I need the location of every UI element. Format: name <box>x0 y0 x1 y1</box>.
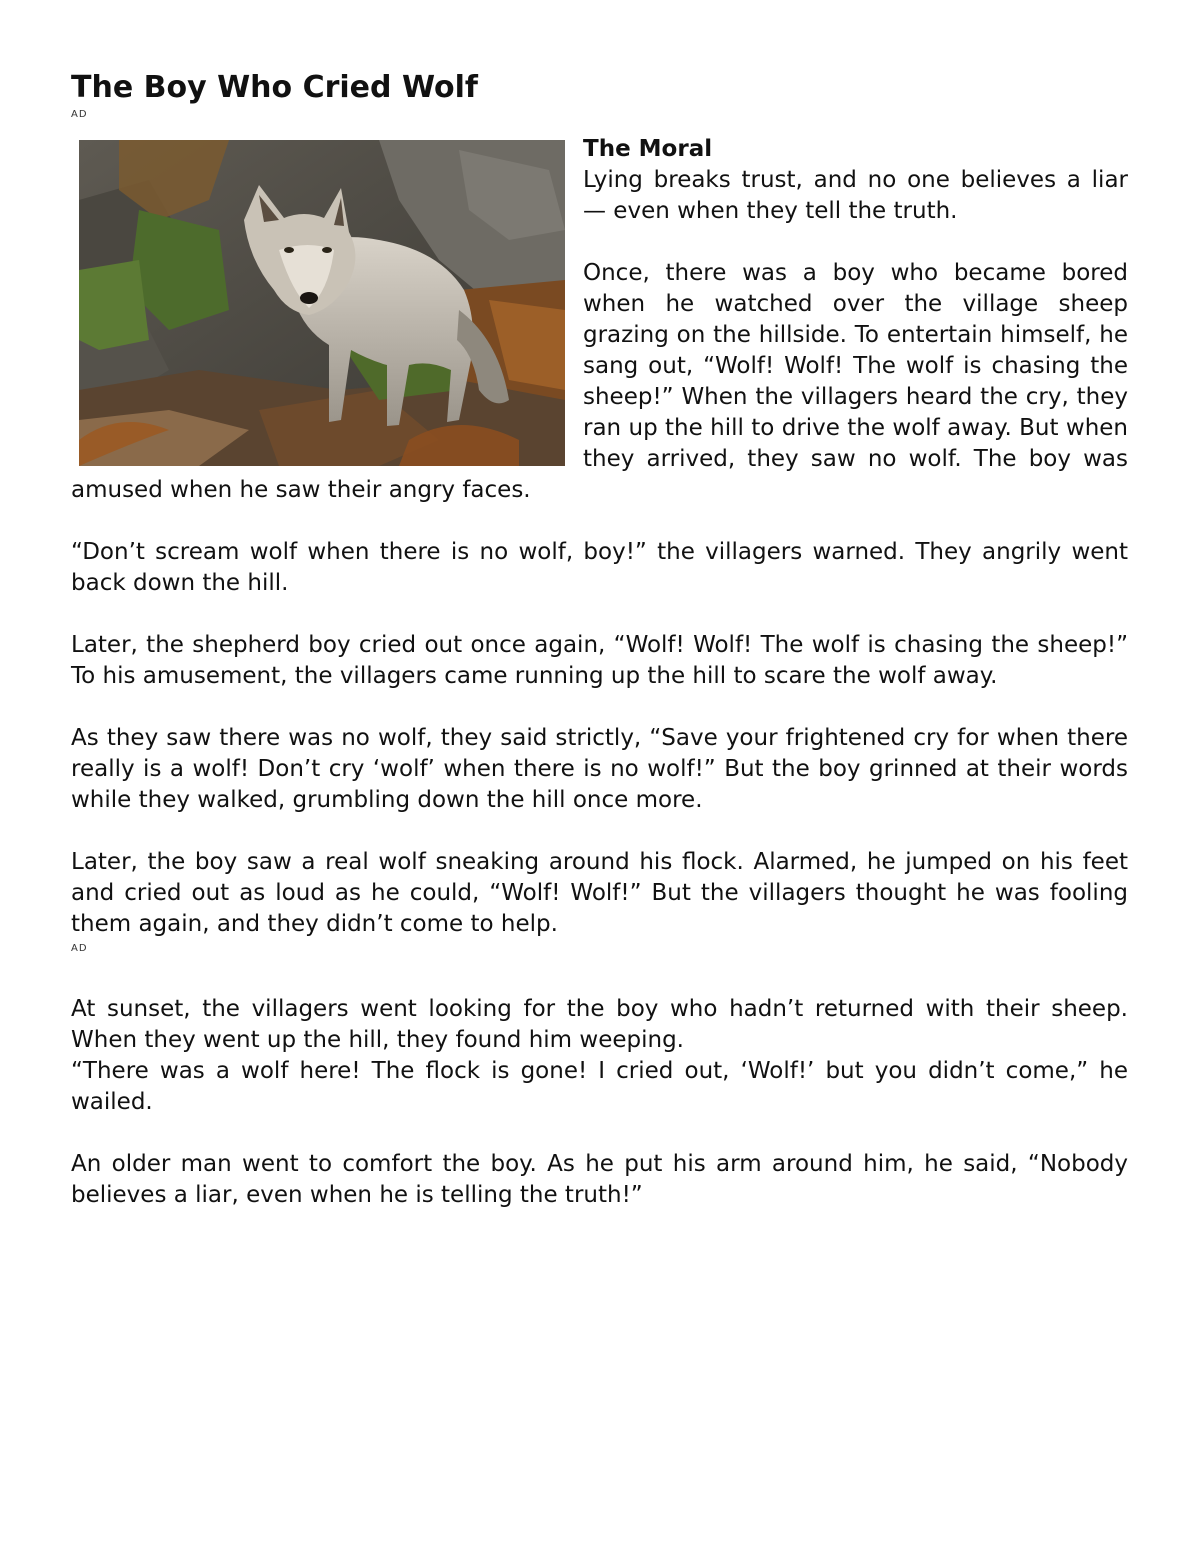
document-page <box>71 68 1128 1211</box>
moral-heading: The Moral <box>583 136 713 162</box>
wolf-illustration <box>79 140 565 466</box>
story-paragraph-2: “Don’t scream wolf when there is no wolf, boy!” the villagers warned. They angrily went back down the hill. <box>71 539 1128 596</box>
story-paragraph-1: Once, there was a boy who became bored when he watched over the village sheep grazing on the hillside. To entertain himself, he sang out, “Wolf! Wolf! The wolf is chasing the sheep!” When the villagers heard the cry, they ran up the hill to drive the wolf away. But when they arrived, they saw no wolf. The boy was amused when he saw their angry faces. <box>71 260 1128 503</box>
story-paragraph-4: As they saw there was no wolf, they said strictly, “Save your frightened cry for when there really is a wolf! Don’t cry ‘wolf’ when there is no wolf!” But the boy grinned at their words while they walked, grumbling down the hill once more. <box>71 725 1128 813</box>
story-paragraph-3: Later, the shepherd boy cried out once again, “Wolf! Wolf! The wolf is chasing the sheep!” To his amusement, the villagers came running up the hill to scare the wolf away. <box>71 632 1128 689</box>
ad-label[interactable]: AD <box>71 109 88 120</box>
document-title: The Boy Who Cried Wolf <box>71 70 478 105</box>
ad-label-inline[interactable]: AD <box>71 943 88 954</box>
wolf-photo <box>79 140 565 466</box>
story-paragraph-5: Later, the boy saw a real wolf sneaking around his flock. Alarmed, he jumped on his feet and cried out as loud as he could, “Wolf! Wolf!” But the villagers thought he was fooling them again, and they didn’t come to help. <box>71 849 1128 937</box>
story-paragraph-8: An older man went to comfort the boy. As he put his arm around him, he said, “Nobody believes a liar, even when he is telling the truth!” <box>71 1151 1128 1208</box>
story-paragraph-7: “There was a wolf here! The flock is gone! I cried out, ‘Wolf!’ but you didn’t come,” he wailed. <box>71 1058 1128 1115</box>
moral-text: Lying breaks trust, and no one believes a liar — even when they tell the truth. <box>583 167 1128 224</box>
story-paragraph-6: At sunset, the villagers went looking for the boy who hadn’t returned with their sheep. When they went up the hill, they found him weeping. <box>71 996 1128 1053</box>
